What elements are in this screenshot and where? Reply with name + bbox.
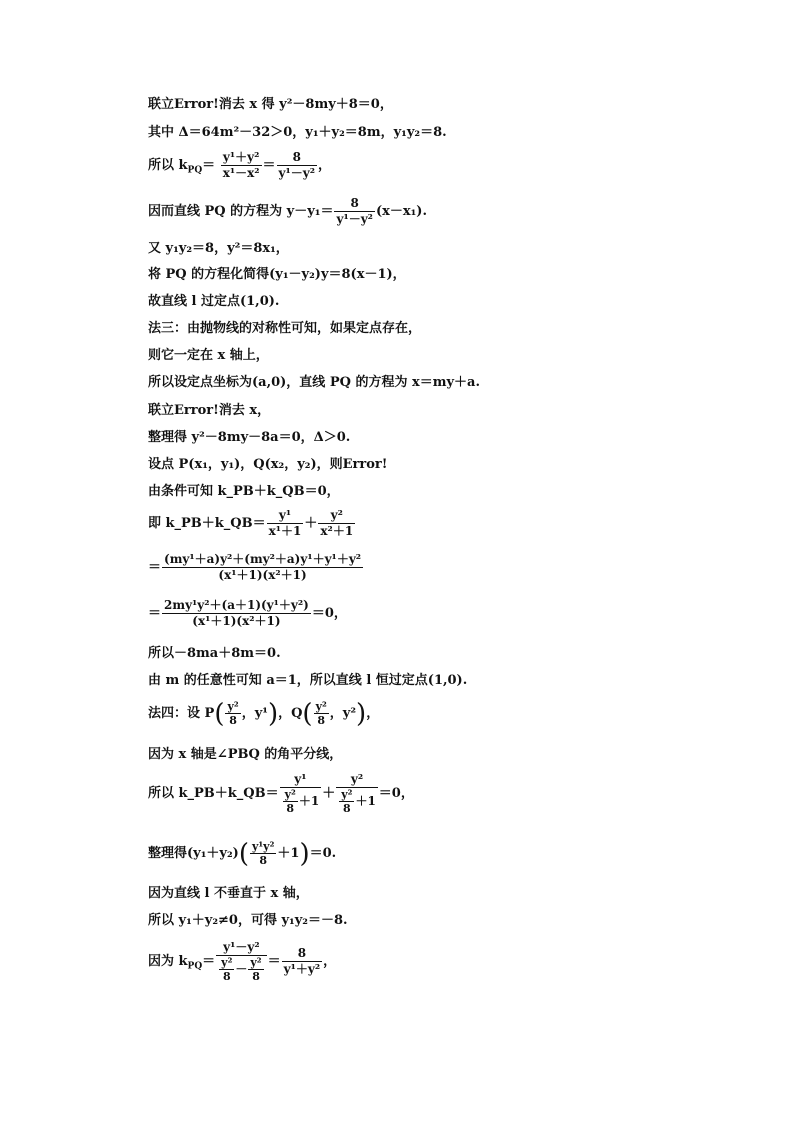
suffix: ＝0.: [309, 846, 337, 861]
fraction: [248, 956, 263, 983]
text-line-16: [148, 552, 364, 583]
plus: ＋: [322, 786, 336, 801]
prefix: ＝: [148, 606, 162, 621]
fraction: [283, 788, 298, 815]
denominator: (x¹＋1)(x²＋1): [192, 614, 281, 628]
fraction: [280, 772, 322, 815]
text-line-6: 将 PQ 的方程化简得(y₁－y₂)y＝8(x－1)，: [148, 267, 406, 282]
numerator: 2my¹y²＋(a＋1)(y¹＋y²): [164, 598, 309, 612]
text-line-23: [148, 840, 336, 867]
numerator: y¹＋y²: [221, 150, 262, 166]
denominator: 8: [222, 970, 231, 983]
denominator: y¹－y²: [278, 166, 316, 180]
text-line-1: 联立Error!消去 x 得 y²－8my＋8＝0，: [148, 97, 393, 112]
equals: ＝: [202, 954, 216, 969]
coord: ，y¹: [241, 706, 268, 721]
numerator: 8: [334, 196, 374, 212]
prefix: 所以 k: [148, 158, 188, 173]
denominator: [336, 788, 378, 815]
fraction: [277, 150, 317, 181]
right-paren: ): [299, 838, 310, 869]
text-line-19: 由 m 的任意性可知 a＝1，所以直线 l 恒过定点(1,0).: [148, 673, 468, 688]
minus: －: [235, 962, 248, 976]
denominator: 8: [252, 970, 260, 983]
text-line-8: 法三：由抛物线的对称性可知，如果定点存在，: [148, 321, 422, 336]
fraction: [219, 956, 234, 983]
suffix: ，: [323, 954, 337, 969]
denominator: 8: [229, 714, 237, 727]
plus: ＋: [304, 516, 318, 531]
right-paren: ): [267, 698, 279, 729]
numerator: y²: [227, 700, 239, 713]
text-line-2: 其中 Δ＝64m²－32＞0，y₁＋y₂＝8m，y₁y₂＝8.: [148, 125, 447, 140]
prefix: 因为 k: [148, 954, 188, 969]
equals: ＝: [262, 158, 276, 173]
fraction: [221, 150, 262, 181]
subscript: PQ: [187, 961, 203, 972]
denominator: (x¹＋1)(x²＋1): [218, 568, 307, 582]
denominator: 8: [317, 714, 326, 727]
text-line-17: [148, 598, 347, 629]
numerator: y²: [315, 700, 327, 713]
term: ＋1: [277, 846, 300, 861]
denominator: y¹＋y²: [283, 962, 321, 976]
numerator: y¹y²: [251, 840, 275, 853]
text-line-9: 则它一定在 x 轴上，: [148, 348, 269, 363]
suffix: ＝0，: [378, 786, 414, 801]
text-line-20: [148, 700, 379, 727]
fraction: [318, 508, 355, 539]
denominator: x¹＋1: [268, 524, 302, 538]
fraction: [225, 700, 240, 727]
suffix: ＝0，: [311, 606, 347, 621]
numerator: y¹: [267, 508, 304, 524]
subscript: PQ: [187, 165, 203, 176]
left-paren: (: [238, 838, 249, 869]
fraction: [282, 946, 322, 977]
text-line-24: 因为直线 l 不垂直于 x 轴，: [148, 886, 309, 901]
right-paren: ): [356, 698, 367, 729]
separator: ，Q: [278, 706, 303, 721]
fraction: [250, 840, 276, 867]
text-line-26: [148, 940, 336, 983]
left-paren: (: [302, 698, 313, 729]
equals: ＝: [202, 158, 216, 173]
numerator: y²: [318, 508, 355, 524]
text-line-25: 所以 y₁＋y₂≠0，可得 y₁y₂＝－8.: [148, 913, 348, 928]
text-line-13: 设点 P(x₁，y₁)，Q(x₂，y₂)，则Error!: [148, 457, 388, 472]
denominator: x¹－x²: [222, 166, 260, 180]
text-line-12: 整理得 y²－8my－8a＝0，Δ＞0.: [148, 430, 351, 445]
fraction: [314, 700, 329, 727]
term: ＋1: [298, 794, 320, 808]
denominator: [280, 788, 322, 815]
text-line-3: [148, 150, 331, 181]
numerator: y²: [221, 956, 233, 969]
suffix: (x－x₁).: [375, 204, 427, 219]
equals: ＝: [267, 954, 281, 969]
text-line-10: 所以设定点坐标为(a,0)，直线 PQ 的方程为 x＝my＋a.: [148, 375, 480, 390]
text-line-22: [148, 772, 414, 815]
numerator: y²: [284, 788, 296, 801]
denominator: 8: [343, 802, 351, 815]
left-paren: (: [214, 698, 225, 729]
text-line-15: [148, 508, 356, 539]
fraction: [162, 598, 311, 629]
fraction: [267, 508, 304, 539]
text-line-11: 联立Error!消去 x，: [148, 403, 271, 418]
text-line-7: 故直线 l 过定点(1,0).: [148, 294, 280, 309]
fraction: [339, 788, 354, 815]
numerator: y¹: [280, 772, 322, 788]
denominator: [216, 956, 266, 983]
fraction: [336, 772, 378, 815]
prefix: 因而直线 PQ 的方程为 y－y₁＝: [148, 204, 334, 219]
denominator: x²＋1: [320, 524, 354, 538]
fraction: [162, 552, 363, 583]
prefix: 所以 k_PB＋k_QB＝: [148, 786, 279, 801]
text-line-14: 由条件可知 k_PB＋k_QB＝0，: [148, 484, 340, 499]
suffix: ，: [366, 706, 380, 721]
numerator: y¹－y²: [216, 940, 266, 956]
prefix: 整理得(y₁＋y₂): [148, 846, 239, 861]
fraction: [334, 196, 374, 227]
suffix: ，: [318, 158, 332, 173]
numerator: (my¹＋a)y²＋(my²＋a)y¹＋y¹＋y²: [164, 552, 362, 566]
coord: ，y²: [329, 706, 357, 721]
numerator: y²: [250, 956, 262, 969]
text-line-21: 因为 x 轴是∠PBQ 的角平分线，: [148, 747, 343, 762]
prefix: 即 k_PB＋k_QB＝: [148, 516, 266, 531]
denominator: 8: [286, 802, 295, 815]
denominator: y¹－y²: [336, 212, 373, 226]
text-line-4: [148, 196, 427, 227]
prefix: ＝: [148, 560, 162, 575]
prefix: 法四：设 P: [148, 706, 215, 721]
numerator: 8: [282, 946, 322, 962]
numerator: y²: [336, 772, 378, 788]
term: ＋1: [355, 794, 376, 808]
text-line-18: 所以－8ma＋8m＝0.: [148, 646, 281, 661]
numerator: 8: [277, 150, 317, 166]
text-line-5: 又 y₁y₂＝8，y²＝8x₁，: [148, 241, 289, 256]
denominator: 8: [259, 854, 267, 867]
numerator: y²: [341, 788, 353, 801]
fraction: [216, 940, 266, 983]
